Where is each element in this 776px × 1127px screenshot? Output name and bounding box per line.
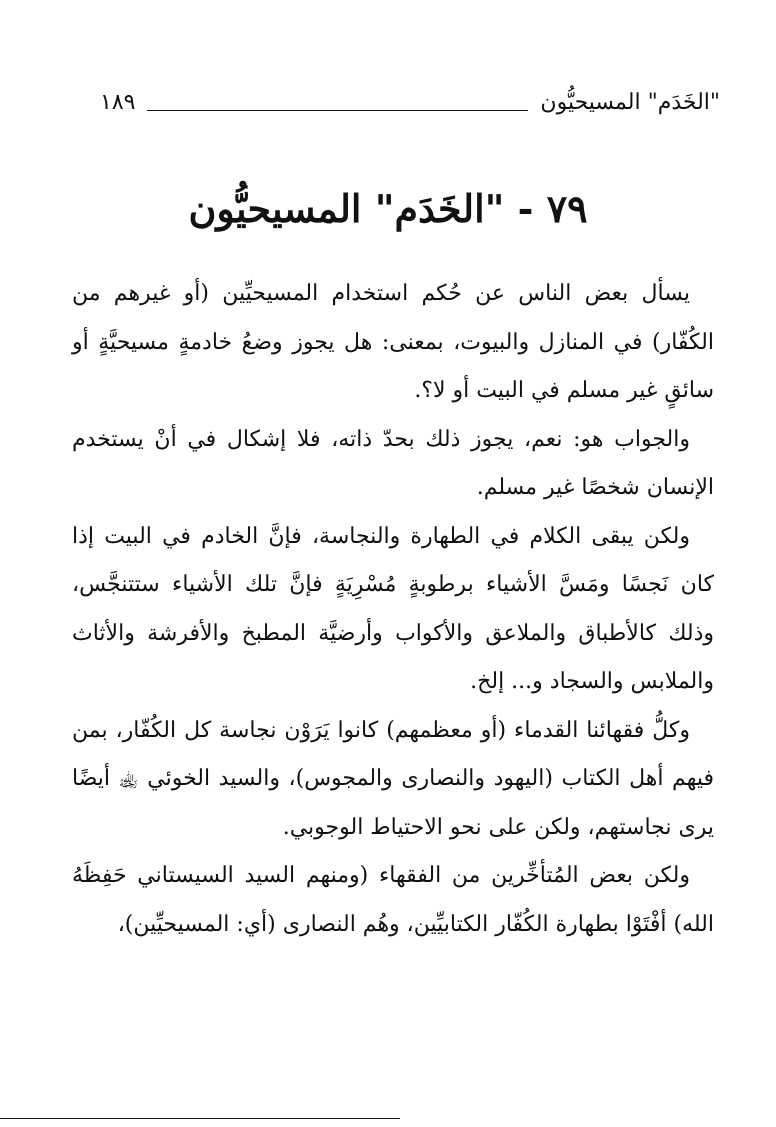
paragraph: والجواب هو: نعم، يجوز ذلك بحدّ ذاته، فلا إشكال في أنْ يستخدم الإنسان شخصًا غير مسلم. xyxy=(72,426,714,500)
header-rule xyxy=(147,110,528,111)
body-text xyxy=(72,270,714,949)
paragraph: يسأل بعض الناس عن حُكم استخدام المسيحيِّين (أو غيرهم من الكُفّار) في المنازل والبيوت، بمعنى: هل يجوز وضعُ خادمةٍ مسيحيَّةٍ أو سائقٍ غير مسلم في البيت أو لا؟. xyxy=(72,281,714,403)
paragraph: ولكن يبقى الكلام في الطهارة والنجاسة، فإنَّ الخادم في البيت إذا كان نَجسًا ومَسَّ الأشياء برطوبةٍ مُسْرِيَةٍ فإنَّ تلك الأشياء ستتنجَّس، وذلك كالأطباق والملاعق والأكواب وأرضيَّة المطبخ والأفرشة والأثاث والملابس والسجاد و... إلخ. xyxy=(72,523,714,694)
paragraph: وكلُّ فقهائنا القدماء (أو معظمهم) كانوا يَرَوْن نجاسة كل الكُفّار، بمن فيهم أهل الكتاب (اليهود والنصارى والمجوس)، والسيد الخوئي ﵀ أيضًا يرى نجاستهم، ولكن على نحو الاحتياط الوجوبي. xyxy=(72,717,714,840)
running-header xyxy=(100,82,720,122)
page-number: ١٨٩ xyxy=(100,89,136,115)
footer-rule xyxy=(0,1118,400,1119)
running-title: "الخَدَم" المسيحيُّون xyxy=(540,89,720,115)
chapter-title: ٧٩ - "الخَدَم" المسيحيُّون xyxy=(188,186,588,231)
paragraph: ولكن بعض المُتأخِّرين من الفقهاء (ومنهم السيد السيستاني حَفِظَهُ الله) أفْتَوْا بطهارة الكُفّار الكتابيِّين، وهُم النصارى (أي: المسيحيِّين)، xyxy=(72,863,714,937)
